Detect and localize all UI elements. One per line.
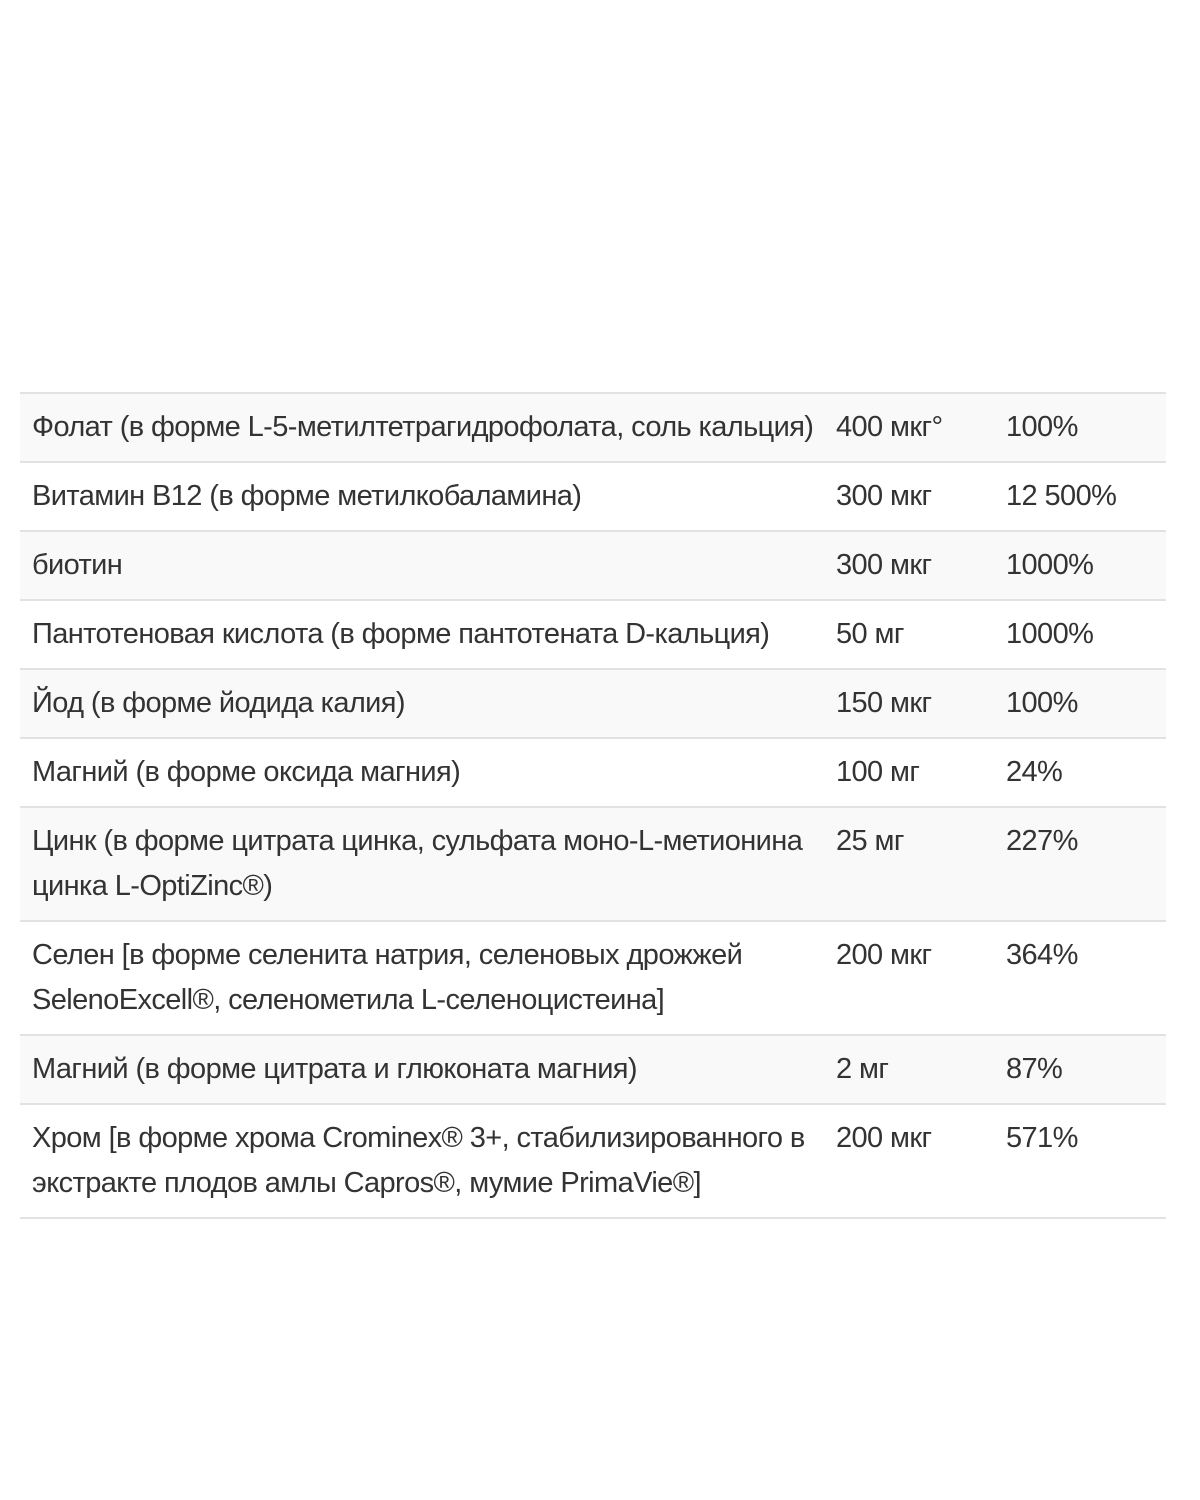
nutrient-name: биотин (32, 549, 123, 581)
nutrient-name: Йод (в форме йодида калия) (32, 687, 405, 719)
nutrient-amount: 150 мкг (836, 687, 932, 719)
nutrient-amount: 2 мг (836, 1053, 889, 1085)
table-row (20, 807, 1166, 921)
nutrient-name: Витамин B12 (в форме метилкобаламина) (32, 480, 582, 512)
nutrient-amount: 400 мкг° (836, 411, 943, 443)
nutrient-name: Пантотеновая кислота (в форме пантотената D-кальция) (32, 618, 770, 650)
nutrient-daily-value: 571% (1006, 1122, 1078, 1154)
nutrient-daily-value: 87% (1006, 1053, 1063, 1085)
nutrient-amount: 50 мг (836, 618, 904, 650)
nutrient-daily-value: 1000% (1006, 549, 1094, 581)
nutrient-table (20, 392, 1166, 1219)
nutrient-daily-value: 100% (1006, 687, 1078, 719)
nutrient-name: Магний (в форме оксида магния) (32, 756, 461, 788)
nutrient-name: Фолат (в форме L-5-метилтетрагидрофолата, соль кальция) (32, 411, 814, 443)
nutrient-name: Хром [в форме хрома Crominex® 3+, стабилизированного в экстракте плодов амлы Capros®, мумие PrimaVie®] (32, 1122, 805, 1199)
nutrient-amount: 300 мкг (836, 480, 932, 512)
nutrient-daily-value: 100% (1006, 411, 1078, 443)
nutrient-name: Цинк (в форме цитрата цинка, сульфата моно-L-метионина цинка L-OptiZinc®) (32, 825, 803, 902)
nutrient-daily-value: 364% (1006, 939, 1078, 971)
table-row (20, 1035, 1166, 1104)
table-row (20, 600, 1166, 669)
nutrient-amount: 100 мг (836, 756, 920, 788)
table-row (20, 738, 1166, 807)
nutrient-daily-value: 1000% (1006, 618, 1094, 650)
table-row (20, 1104, 1166, 1218)
nutrient-daily-value: 12 500% (1006, 480, 1117, 512)
nutrient-name: Магний (в форме цитрата и глюконата магния) (32, 1053, 637, 1085)
table-row (20, 921, 1166, 1035)
table-row (20, 531, 1166, 600)
nutrient-amount: 25 мг (836, 825, 904, 857)
nutrient-daily-value: 24% (1006, 756, 1063, 788)
nutrient-amount: 200 мкг (836, 939, 932, 971)
nutrient-name: Селен [в форме селенита натрия, селеновых дрожжей SelenoExcell®, селенометила L-селеноцистеина] (32, 939, 743, 1016)
table-row (20, 393, 1166, 462)
table-row (20, 669, 1166, 738)
nutrient-table-container (20, 392, 1166, 1219)
nutrient-amount: 300 мкг (836, 549, 932, 581)
nutrient-amount: 200 мкг (836, 1122, 932, 1154)
table-row (20, 462, 1166, 531)
nutrient-daily-value: 227% (1006, 825, 1078, 857)
